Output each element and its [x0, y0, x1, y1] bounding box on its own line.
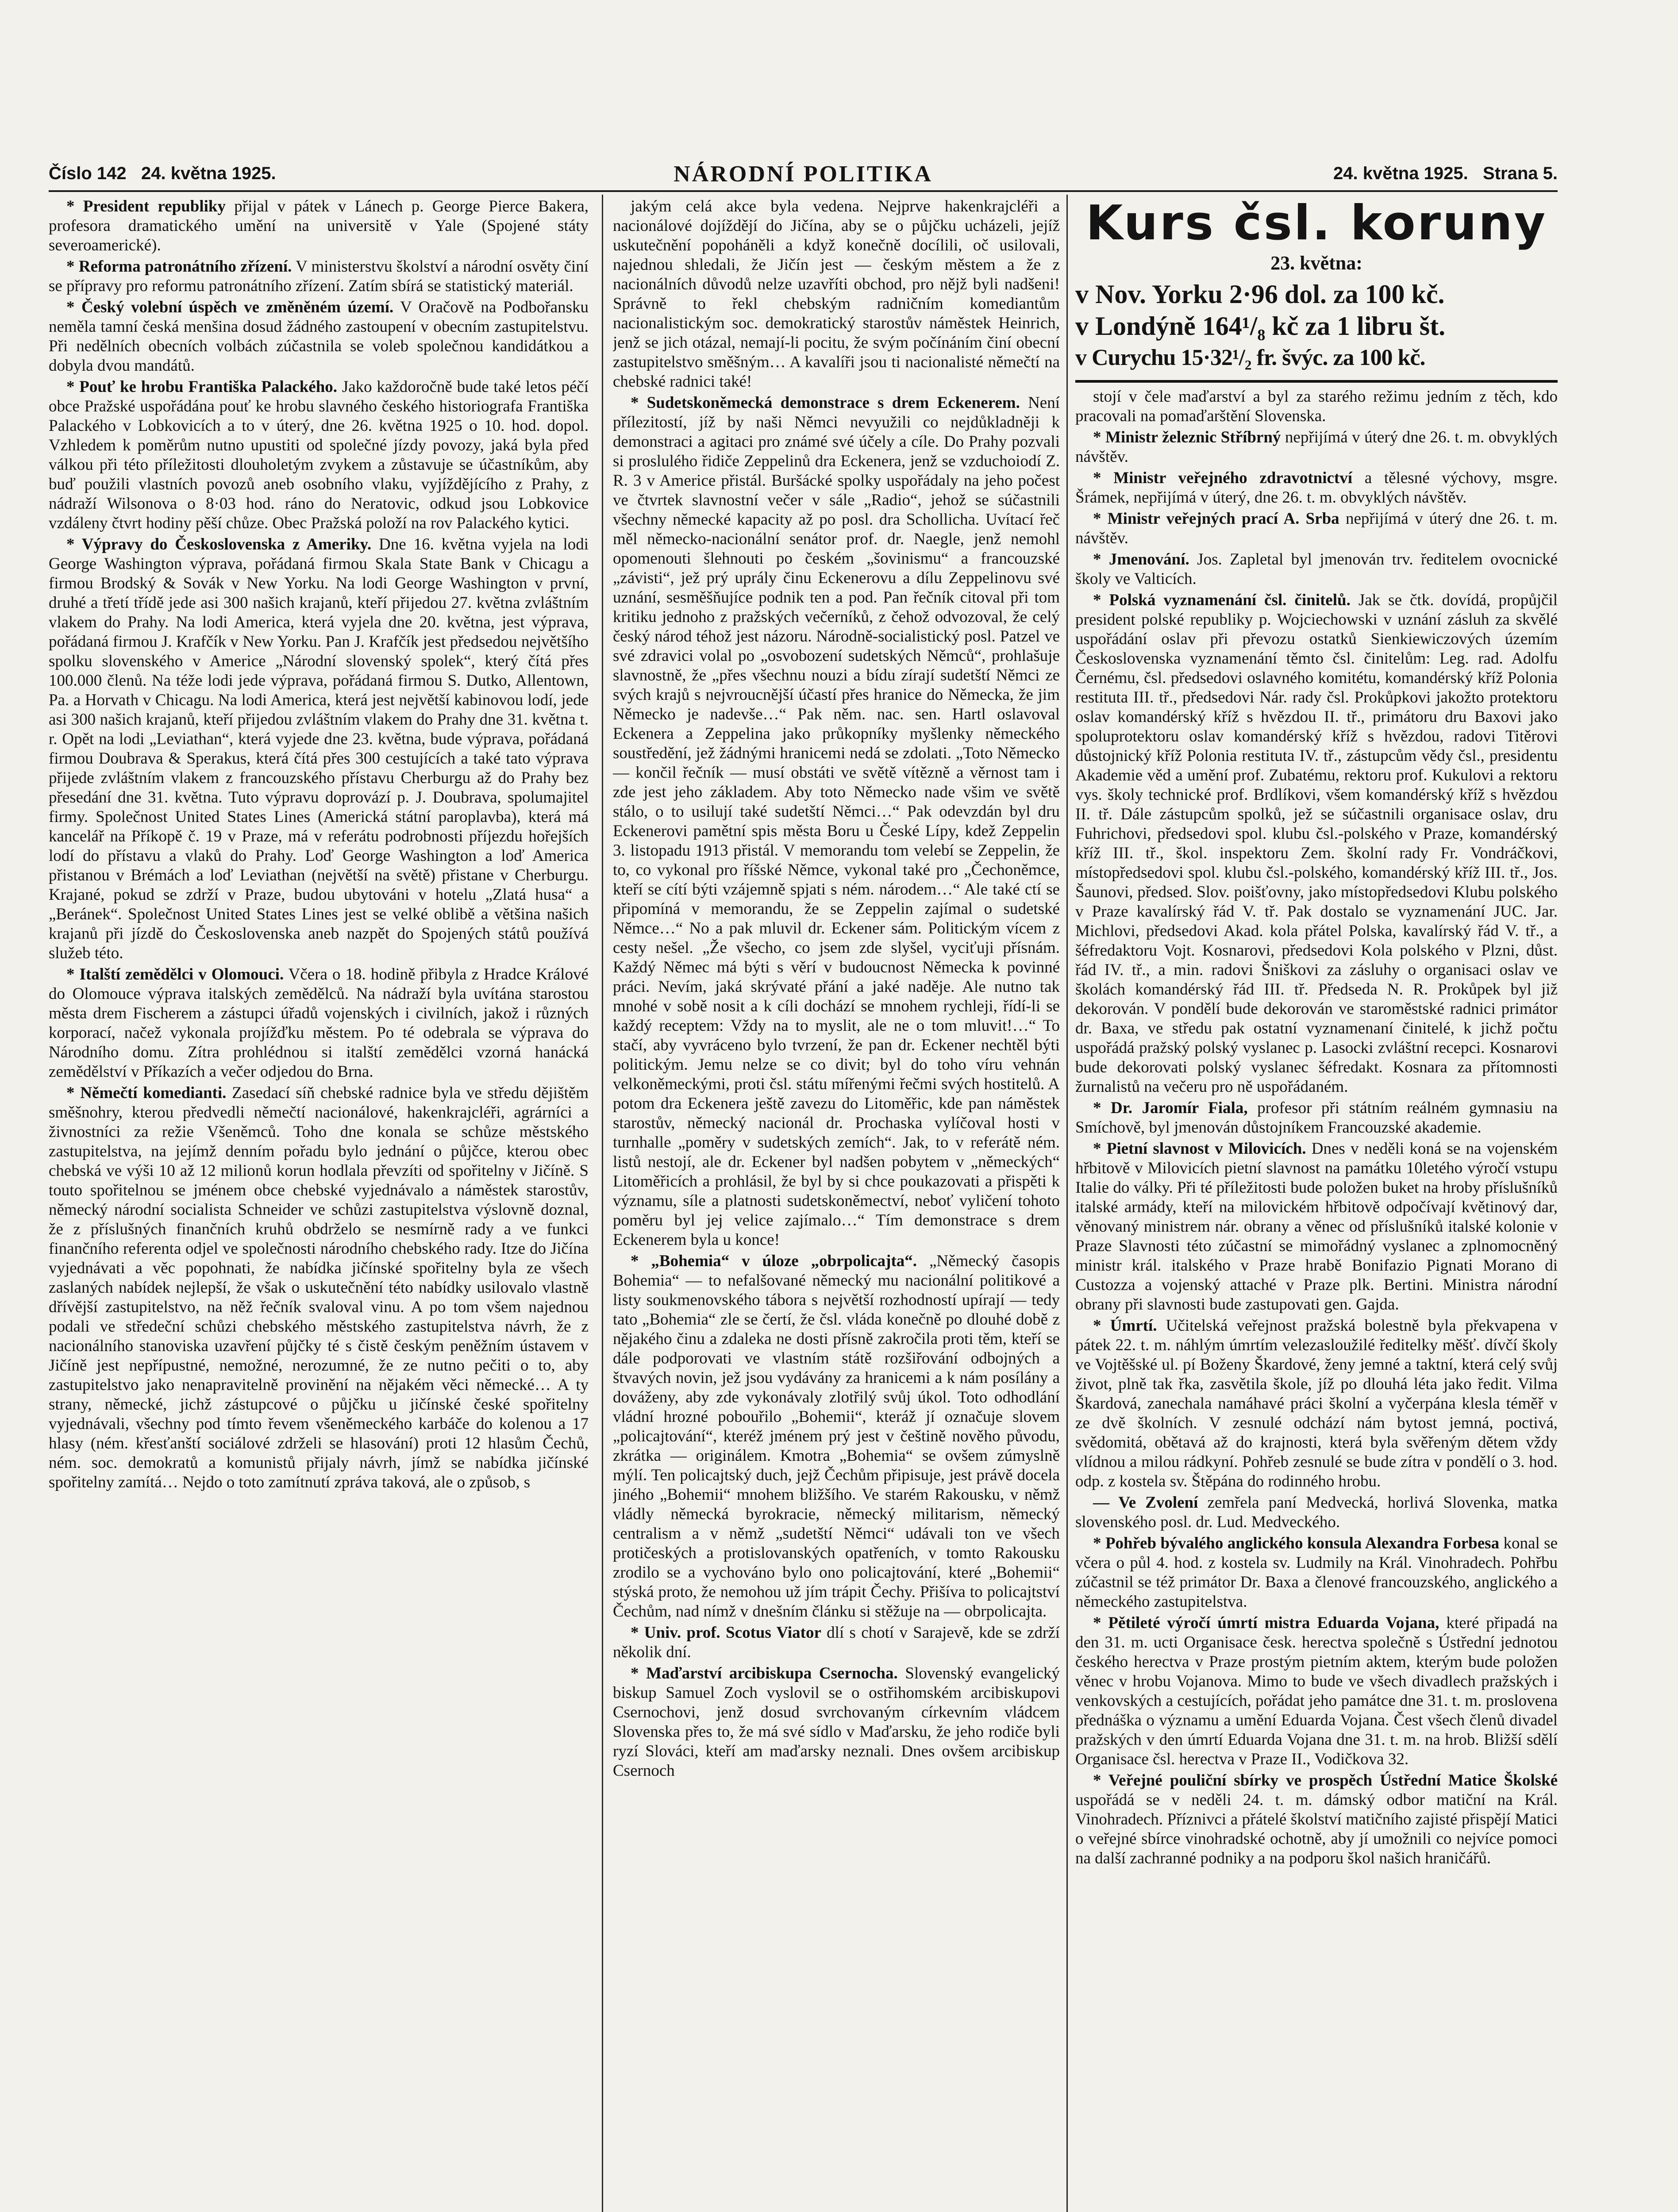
article-headline: * Dr. Jaromír Fiala, [1093, 1099, 1248, 1117]
article-item [1075, 1316, 1558, 1491]
header-date-left: 24. května 1925. [141, 164, 276, 183]
article-body: uspořádá se v neděli 24. t. m. dámský odbor matiční na Král. Vinohradech. Příznivci a přátelé školství matičního zajisté přispějí Matici o veřejné sbírce vinohradské ochotně, aby jí umožnili co nejvíce pomoci na další zachranné podniky a na podporu škol našich hraničářů. [1075, 1791, 1558, 1867]
article-body: konal se včera o půl 4. hod. z kostela sv. Ludmily na Král. Vinohradech. Pohřbu zúčastnil se též primátor Dr. Baxa a členové francouzského, anglického a německého zastupitelstva. [1075, 1534, 1558, 1611]
article-item [613, 393, 1060, 1250]
exchange-rate-new-york: v Nov. Yorku 2·96 dol. za 100 kč. [1075, 280, 1445, 309]
article-item [1075, 1771, 1558, 1868]
article-body: Dnes v neděli koná se na vojenském hřbitově v Milovicích pietní slavnost na památku 10letého výročí vstupu Italie do války. Při té příležitosti bude položen buket na hroby příslušníků italské armády, kteří na milovickém hřbitově odpočívají květinový dar, věnovaný ministrem nár. obrany a věnec od příslušníků italské kolonie v Praze Slavnosti této zúčastní se mimořádný vyslanec a zplnomocněný ministr král. italského v Praze hrabě Bonifazio Pignati Morano di Custozza a vojenský attaché v Praze plk. Bertini. Ministra národní obrany při slavnosti bude zastupovati gen. Gajda. [1075, 1140, 1558, 1313]
article-headline: * Veřejné pouliční sbírky ve prospěch Ústřední Matice Školské [1093, 1771, 1558, 1790]
article-item [1075, 1613, 1558, 1769]
article-body: Slovenský evangelický biskup Samuel Zoch vyslovil se o ostřihomském arcibiskupovi Csernochovi, jenž dosud svrchovaným církevním vládcem Slovenska přes to, že má své sídlo v Maďarsku, že jeho rodiče byli ryzí Slováci, kteří am maďarsky neznali. Dnes ovšem arcibiskup Csernoch [613, 1664, 1060, 1780]
article-body: Jak se čtk. dovídá, propůjčil president polské republiky p. Wojciechowski v uznání zásluh za skvělé uspořádání oslav při převozu ostatků Sienkiewiczových územím Československa vyznamenání těmto čsl. činitelům: Leg. rad. Adolfu Černému, čsl. předsedovi oslavného komitétu, komandérský kříž Polonia restituta III. tř., předsedovi Nár. rady čsl. Prokůpkovi jakožto protektoru oslav komandérský kříž s hvězdou II. tř., primátoru dru Baxovi jako spoluprotektoru oslav komandérský kříž s hvězdou, radovi Titěrovi důstojnický kříž Polonia restituta IV. tř., zástupcům vědy čsl., presidentu Akademie věd a umění prof. Zubatému, rektoru prof. Kukulovi a rektoru vys. školy technické prof. Brdlíkovi, všem komandérský kříž s hvězdou II. tř. Dále zástupcům spolků, jež se súčastnili organisace oslav, dru Fuhrichovi, předsedovi spol. klubu čsl.-polského v Praze, komandérský kříž III. tř., škol. inspektoru Zem. školní rady Fr. Vondráčkovi, místopředsedovi spol. klubu čsl.-polského, komandérský kříž III. tř., Jos. Šaunovi, předsed. Slov. poišťovny, jako místopředsedovi Klubu polského v Praze kavalírský řád V. tř. Pak dostalo se vyznamenání JUC. Jar. Michlovi, předsedovi Akad. kola přátel Polska, kavalírský řád V. tř., a šéfredaktoru Vojt. Kosnarovi, předsedovi Kola polského v Plzni, důst. řád IV. tř., a min. radovi Šniškovi za zásluhy o organisaci oslav ve školách komandérský řád III. tř. Předseda N. R. Prokůpek byl již dekorován. V pondělí bude dekorován ve staroměstské radnici primátor dr. Baxa, ve středu pak ostatní vyznamenaní činitelé, k jichž počtu uspořádá pražský polský vyslanec p. Lasocki zvláštní recepci. Kosnarovi bude dekorovati polský vyslanec šéfredakt. Kosnara za přítomnosti žurnalistů na večeru pro ně uspořádaném. [1075, 591, 1558, 1096]
article-headline: * Ministr železnic Stříbrný [1093, 428, 1281, 446]
article-body: stojí v čele maďarství a byl za starého režimu jedním z těch, kdo pracovali na pomaďarštění Slovenska. [1075, 388, 1558, 425]
article-item [49, 377, 589, 533]
article-item [1075, 469, 1558, 507]
header-rule [49, 190, 1558, 192]
article-item [49, 965, 589, 1082]
exchange-rate-zurich: v Curychu 15·32¹/₂ fr. švýc. za 100 kč. [1075, 345, 1425, 370]
article-body: V ministerstvu školství a národní osvěty činí se přípravy pro reformu patronátního zřízení. Zatím sbírá se statistický materiál. [49, 257, 589, 295]
article-item [49, 257, 589, 296]
article-headline: * Italští zemědělci v Olomouci. [66, 965, 284, 983]
article-body: Jos. Zapletal byl jmenován trv. ředitelem ovocnické školy ve Valticích. [1075, 550, 1558, 588]
article-body: „Německý časopis Bohemia“ — to nefalšované německý mu nacionální politikové a listy soukmenovského tábora s největší rozhodností upírají — tedy tato „Bohemia“ zle se čertí, že čsl. vláda konečně po dlouhé době z nějakého činu a zdaleka ne dosti přísně zakročila proti těm, kteří se dále podporovati ve vlastním státě rozšiřování odbojných a štvavých novin, jež jsou vydávány za hranicemi a k nám posílány a dováženy, aby zde vykonávaly zlotřilý svůj úkol. Toto odhodlání vládní hrozné pobouřilo „Bohemii“, kteráž jí označuje slovem „policajtování“, kteréž jménem prý jest v češtině nověho původu, zkrátka — originálem. Kmotra „Bohemia“ se ovšem zúmyslně mýlí. Ten policajtský duch, jejž Čechům připisuje, jest právě docela jiného „Bohemii“ mnohem bližšího. Ve starém Rakousku, v němž vládly německá byrokracie, německý militarism, německý centralism a v němž „sudetští Němci“ udávali ton ve všech protičeských a protislovanských opatřeních, v tomto Rakousku zrodilo se a vychováno bylo ono policajtování, které „Bohemii“ stýská proto, že nemohou už jím trápit Čechy. Přišíva to policajtství Čechům, nad nímž v dnešním článku si stěžuje na — obrpolicajta. [613, 1252, 1060, 1621]
issue-number: Číslo 142 [49, 164, 127, 183]
exchange-rate-title: Kurs čsl. koruny [1085, 197, 1547, 251]
page-number: Strana 5. [1483, 164, 1558, 183]
article-body: zemřela paní Medvecká, horlivá Slovenka, matka slovenského posl. dr. Lud. Medveckého. [1075, 1494, 1558, 1531]
article-body: které připadá na den 31. m. ucti Organisace česk. herectva společně s Ústřední jednotou českého herectva v Praze prostým pietním aktem, kterým bude položen věnec v hrobu Vojanova. Mimo to bude ve všech divadlech pražských i venkovských a cestujících, pořádat jeho památce dne 31. t. m. proslovena přednáška o významu a umění Eduarda Vojana. Čest všech členů divadel pražských v den úmrtí Eduarda Vojana dne 31. t. m. na hrob. Bližší sdělí Organisace čsl. herectva v Praze II., Vodičkova 32. [1075, 1614, 1558, 1768]
article-item [49, 1083, 589, 1492]
article-item [49, 535, 589, 963]
article-headline: * Ministr veřejných prací A. Srba [1093, 510, 1339, 528]
article-body: přijal v pátek v Lánech p. George Pierce Bakera, profesora dramatického umění na universitě v Yale (Spojené státy severoamerické). [49, 197, 589, 254]
column-right [1075, 197, 1558, 2212]
article-headline: — Ve Zvolení [1093, 1494, 1198, 1512]
article-body: nepřijímá v úterý dne 26. t. m. návštěv. [1075, 510, 1558, 547]
article-headline: * Jmenování. [1093, 550, 1189, 568]
article-item [1075, 550, 1558, 589]
column-middle [613, 197, 1060, 2212]
article-body: Učitelská veřejnost pražská bolestně byla překvapena v pátek 22. t. m. náhlým úmrtím velezasloužilé ředitelky měšť. dívčí školy ve Vojtěšské ul. pí Boženy Škardové, ženy jemné a taktní, která celý svůj život, plně tak řka, zasvětila škole, jíž po dlouhá léta jako ředit. Vilma Škardová, zanechala namáhavé práci školní a vyčerpána klesla téměř v ze dvě školních. V zesnulé odchází nám bytost jemná, poctivá, svědomitá, obětavá až do krajnosti, která byla svěřeným dětem vždy vlídnou a milou rádkyní. Pohřeb zesnulé se bude zítra v pondělí o 3. hod. odp. z kostela sv. Štěpána do rodinného hrobu. [1075, 1317, 1558, 1490]
article-item [49, 197, 589, 255]
article-headline: * Pětileté výročí úmrtí mistra Eduarda Vojana, [1093, 1614, 1439, 1632]
article-body: Zasedací síň chebské radnice byla ve středu dějištěm směšnohry, kterou předvedli němečtí nacionálové, hakenkrajcléři, agrárníci a živnostníci za režie Všeněmců. Toho dne konala se schůze městského zastupitelstva, na jejímž denním pořadu bylo jednání o půjčce, kterou obec chebská ve výši 10 až 12 milionů korun hodlala převzíti od spořitelny v Jičíně. S touto spořitelnou se jménem obce chebské vyjednávalo a náměstek starostův, německý národní socialista Schneider ve schůzi zastupitelstva výslovně doznal, že z příslušných finančních kruhů obdrželo se nesmírně rady a ve funkci finančního referenta odjel ve společnosti národního chebského rady. Itze do Jičína vyjednávati a věc popohnati, že nabídka jičínské spořitelny byla ze všech zaslaných nabídek nejlepší, že však o uskutečnění této nabídky usilovalo vlastně dřívější zastupitelstvo, na něž řečník svaloval vinu. A po tom všem najednou podali ve středeční schůzi chebského městského zastupitelstva návrh, že z nacionálního stanoviska uzavření půjčky té s čistě českým peněžním ústavem v Jičíně jest nepřípustné, nemožné, nerozumné, že ze nutno pečiti o to, aby zastupitelstvo jako nenapravitelně provinění na nějakém věci německé… A ty strany, německé, jichž zástupcové o půjčku u jičínské české spořitelny vyjednávali, všechny pod tímto řevem všeněmeckého karbáče do kolenou a 17 hlasy (ném. křesťanští sociálové zdrželi se hlasování) proti 12 hlasům Čechů, ném. soc. demokratů a komunistů přijaly návrh, jímž se nabídka jičínské spořitelny zamítá… Nejdo o toto zamítnutí zpráva taková, ale o způsob, s [49, 1084, 589, 1491]
article-headline: * Ministr veřejného zdravotnictví [1093, 469, 1353, 487]
article-headline: * Sudetskoněmecká demonstrace s drem Eckenerem. [631, 394, 1020, 412]
article-headline: * Maďarství arcibiskupa Csernocha. [631, 1664, 898, 1682]
newspaper-title: NÁRODNÍ POLITIKA [674, 161, 933, 187]
article-item [1075, 428, 1558, 467]
column-left [49, 197, 589, 2212]
box-rule [1075, 380, 1558, 383]
article-headline: * Reforma patronátního zřízení. [66, 257, 292, 276]
article-body: jakým celá akce byla vedena. Nejprve hakenkrajcléři a nacionálové dojíždějí do Jičína, aby se o půjčku ucházeli, jejíž uskutečnění popoháněli a když konečně docílili, oč usilovali, najednou shledali, že Jičín jest — českým městem a že z nacionálních důvodů nelze uzavříti obchod, pro nějž byli nadšeni! Správně to řekl chebským radničním komediantům nacionalistickým soc. demokratický starostův náměstek Heinrich, jenž se jich otázal, nemají-li pocitu, že svým počínáním činí obecní zastupitelstvo směšným… A kavalíři jsou ti nacionalisté němečtí na chebské radnici také! [613, 197, 1060, 391]
article-headline: * Pohřeb bývalého anglického konsula Alexandra Forbesa [1093, 1534, 1500, 1552]
article-body: Dne 16. května vyjela na lodi George Washington výprava, pořádaná firmou Skala State Bank v Chicagu a firmou Brodský & Sovák v New Yorku. Na lodi George Washington v první, druhé a třetí třídě jede asi 300 našich krajanů, kteří přijedou 27. května zvláštním vlakem do Prahy. Na lodi America, která vyjela dne 20. května, jest výprava, pořádaná firmou J. Krafčík v New Yorku. Pan J. Krafčík jest předsedou největšího spolku slovenského v Americe „Národní slovenský spolek“, který čítá přes 100.000 členů. Na téže lodi jede výprava, pořádaná firmou S. Dutko, Allentown, Pa. a Horvath v Chicagu. Na lodi America, která jest největší kabinovou lodí, jede asi 300 našich krajanů, kteří přijedou zvláštním vlakem do Prahy dne 31. května t. r. Opět na lodi „Leviathan“, která vyjede dne 23. května, bude výprava, pořádaná firmou Doubrava & Sperakus, která čítá přes 300 cestujících a také tato výprava přijede zvláštním vlakem z francouzského přístavu Cherburgu až do Prahy bez přesedání dne 31. května. Tuto výpravu doprovází p. J. Doubrava, spolumajitel firmy. Společnost United States Lines (Americká státní paroplavba), která má kancelář na Příkopě č. 19 v Praze, má v referátu podrobnosti příjezdu hořejších lodí do přístavu a vlaků do Prahy. Loď George Washington a loď America přistanou v Brémách a loď Leviathan (největší na světě) přistane v Cherburgu. Krajané, pokud se zdrží v Praze, budou ubytováni v hotelu „Zlatá husa“ a „Beránek“. Společnost United States Lines jest se velké oblibě a většina našich krajanů při jízdě do Československa aneb nazpět do Spojených států používá služeb této. [49, 535, 589, 962]
article-body: a tělesné výchovy, msgre. Šrámek, nepřijímá v úterý, dne 26. t. m. obvyklých návštěv. [1075, 469, 1558, 507]
article-item [1075, 1098, 1558, 1137]
article-body: Včera o 18. hodině přibyla z Hradce Králové do Olomouce výprava italských zemědělců. Na nádraží byla uvítána starostou města drem Fischerem a zástupci úřadů vojenských i civilních, jakož i různých korporací, načež vykonala projížďku městem. Po té odebrala se výprava do Národního domu. Zítra prohlédnou si italští zemědělci vzorná hanácká zemědělství v Příkazích a večer odjedou do Brna. [49, 965, 589, 1081]
article-item [613, 1252, 1060, 1621]
article-headline: * „Bohemia“ v úloze „obrpolicajta“. [631, 1252, 917, 1270]
article-body: Jako každoročně bude také letos péčí obce Pražské uspořádána pouť ke hrobu slavného českého historiografa Františka Palackého v Lobkovicích a to v úterý, dne 26. května 1925 o 10. hod. dopol. Vzhledem k poměrům nutno upustiti od společné jízdy povozy, jaká byla před válkou při této příležitosti dlouholetým zvykem a zůstavuje se účastníkům, aby buď použili vlastních povozů aneb osobního vlaku, vyjíždějícího z Prahy, z nádraží Wilsonova o 8·03 hod. ráno do Neratovic, odkud jsou Lobkovice vzdáleny čtvrt hodiny pěší chůze. Obec Pražská položí na rov Palackého kytici. [49, 378, 589, 532]
header-right [1333, 164, 1558, 184]
article-headline: * Pietní slavnost v Milovicích. [1093, 1140, 1306, 1158]
article-headline: * Výpravy do Československa z Ameriky. [66, 535, 372, 553]
article-headline: * Polská vyznamenání čsl. činitelů. [1093, 591, 1351, 609]
exchange-rate-box [1075, 197, 1558, 383]
article-item [1075, 509, 1558, 548]
article-headline: * Pouť ke hrobu Františka Palackého. [66, 378, 338, 396]
page-header [49, 155, 1558, 190]
article-item [613, 1623, 1060, 1662]
article-body: dlí s chotí v Sarajevě, kde se zdrží několik dní. [613, 1624, 1060, 1661]
article-headline: * Univ. prof. Scotus Viator [631, 1624, 821, 1642]
article-headline: * Úmrtí. [1093, 1317, 1157, 1335]
article-headline: * Němečtí komedianti. [66, 1084, 227, 1102]
column-divider [602, 195, 603, 2212]
article-item [613, 197, 1060, 392]
column-divider [1066, 195, 1068, 2212]
article-item [1075, 387, 1558, 426]
article-item [613, 1664, 1060, 1781]
article-body: profesor při státním reálném gymnasiu na Smíchově, byl jmenován důstojníkem Francouzské akademie. [1075, 1099, 1558, 1137]
article-item [1075, 591, 1558, 1097]
exchange-rate-date: 23. května: [1270, 252, 1362, 274]
header-date-right: 24. května 1925. [1333, 164, 1468, 183]
article-item [1075, 1534, 1558, 1612]
column-right-articles [1075, 387, 1558, 1868]
article-item [1075, 1139, 1558, 1314]
article-body: nepřijímá v úterý dne 26. t. m. obvyklých návštěv. [1075, 428, 1558, 466]
article-body: Není přílezitostí, jíž by naši Němci nevyužili co nejdůkladněji k demonstraci a agitaci pro známé své účely a cíle. Do Prahy pozvali si proslulého řidiče Zeppelinů dra Eckenera, jenž se vzduchoiodí Z. R. 3 v Americe přistál. Buršácké spolky uspořádaly na jeho počest ve čtvrtek slavnostní večer v sále „Radio“, jehož se súčastnili všechny německé kapacity až po posl. dra Schollicha. Uvítací řeč měl německo-nacionální senátor prof. dr. Naegle, jenž nemohl opomenouti šlehnouti po českém „šovinismu“ a francouzské „závisti“, jež prý uprály činu Eckenerovu a dílu Zeppelinovu své uznání, sesměšňujíce podnik ten a pod. Pan řečník citoval při tom kritiku jednoho z pražských večerníků, z čehož odvozoval, že celý český národ téhož jest názoru. Národně-socialistický posl. Patzel ve své zdravici volal po „osvobození sudetských Němců“, prohlašuje slavnostně, že „přes všechnu nouzi a bídu zírají sudetští Němci ze svých krajů s nejvroucnější účastí přes hranice do Německa, že jim Německo je nadevše…“ Pak něm. nac. sen. Hartl oslavoval Eckenera a Zeppelina jako průkopníky myšlenky německého soustředění, jež žádnými hranicemi nedá se zdolati. „Toto Německo — končil řečník — musí obstáti ve světě vítězně a věrnost tam i zde jest jeho základem. Aby toto Německo nade všim ve světě stálo, o to usilují také sudetští Němci…“ Pak odevzdán byl dru Eckenerovi pamětní spis města Boru u České Lípy, kdež Zeppelin 3. listopadu 1913 přistál. V memorandu tom velebí se Zeppelin, že to, co vykonal pro říšské Němce, vykonal také pro „Čechoněmce, kteří se cítí býti vzájemně spjati s ném. národem…“ Ale také ctí se připomíná v memorandu, že se Zeppelin zajímal o sudetské Němce…“ No a pak mluvil dr. Eckener sám. Politickým vícem z cesty nešel. „Že všecho, co jsem zde slyšel, vyciťuji přísnám. Každý Němec má býti s věrí v budoucnost Německa k povinné práci. Nevím, jaká skrývaté přání a jaké naděje. Ale nutno tak mnohé v sobě nosit a k cíli dochází se mnohem rychleji, řídí-li se každý receptem: Vždy na to myslit, ale ne o tom mluvit!…“ To stačí, aby vyvráceno bylo tvrzení, že pan dr. Eckener nechtěl býti politickým. Jemu nelze se co divit; byl do toho víru vehnán velkoněmeckými, proti čsl. státu mířenými řečmi svých hostitelů. A potom dra Eckenera ještě zavezu do Litoměřic, kde pan náměstek starostův, německý nacionál dr. Prochaska vylíčoval hosti v turnhalle „poměry v sudetských zemích“. Jak, to v referátě ném. listů nestojí, ale dr. Eckener byl nadšen pobytem v „německých“ Litoměřicích a prohlásil, že byl by si chce poukazovati a přispěti k významu, síle a platnosti sudetskoněmectví, neboť vyličení tohoto poměru byl jej velice zajímalo…“ Tím demonstrace s drem Eckenerem byla u konce! [613, 394, 1060, 1249]
article-headline: * Český volební úspěch ve změněném území. [66, 298, 394, 316]
exchange-rate-london: v Londýně 164¹/₈ kč za 1 libru št. [1075, 311, 1446, 341]
article-item [49, 298, 589, 376]
article-item [1075, 1493, 1558, 1532]
article-body: V Oračově na Podbořansku neměla tamní česká menšina dosud žádného zastoupení v obecním zastupitelstvu. Při nedělních obecních volbách zúčastnila se voleb společnou kandidátkou a dobyla dvou mandátů. [49, 298, 589, 375]
article-headline: * President republiky [66, 197, 226, 215]
